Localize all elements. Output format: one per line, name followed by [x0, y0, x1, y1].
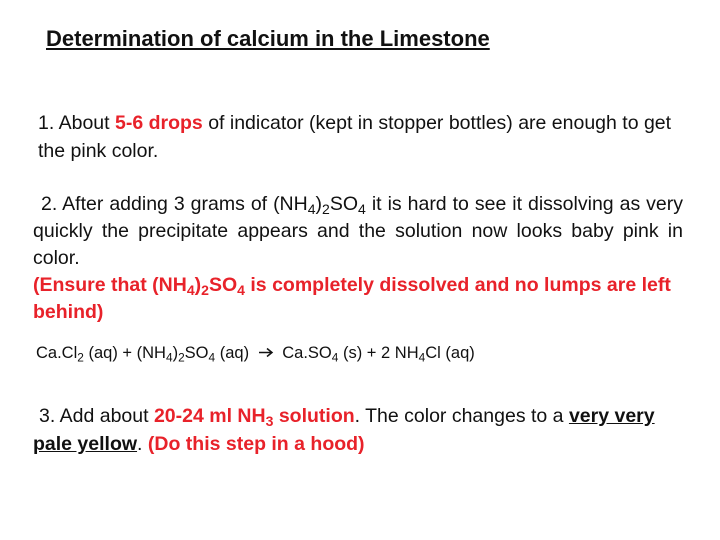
eq-r2-sub-b: 2 — [178, 350, 185, 365]
step-2-warning — [33, 272, 683, 326]
step-2-warn-sub-a: 4 — [186, 282, 195, 299]
eq-r2-sub-a: 4 — [165, 350, 173, 365]
step-2-text-b: ) — [315, 193, 323, 215]
step-2-warn-d: is completely dissolved and no lumps are left behind) — [33, 274, 671, 323]
step-2-sub-b: 2 — [322, 201, 330, 218]
eq-reactant-1: Ca.Cl — [36, 344, 78, 362]
step-2-sub-a: 4 — [307, 201, 316, 218]
step-3-highlight-a: 20-24 ml NH — [153, 405, 266, 427]
step-1-text-a: About — [58, 112, 110, 134]
step-2-text-c: SO — [329, 193, 359, 215]
step-2-number: 2. — [41, 193, 58, 215]
step-2-warn-b: ) — [194, 274, 202, 296]
eq-r2-sub-c: 4 — [208, 350, 216, 365]
step-3-text-c: . — [137, 433, 143, 455]
right-arrow-icon — [258, 345, 274, 362]
eq-r1-sub: 2 — [77, 350, 84, 365]
step-3-pale-yellow: very very pale yellow — [33, 405, 655, 455]
step-1-number: 1. — [38, 112, 55, 134]
eq-r2-so: SO — [184, 344, 209, 362]
step-2-warn-a: (Ensure that (NH — [33, 274, 187, 296]
step-2-sub-c: 4 — [358, 201, 366, 218]
eq-r2-mid: ) — [172, 344, 179, 362]
eq-r1-state: (aq) + (NH — [88, 344, 166, 362]
step-2-text-a: After adding 3 grams of (NH — [62, 193, 308, 215]
step-3-nh3-highlight — [153, 405, 355, 430]
step-3-text-a: Add about — [59, 405, 149, 427]
eq-p2-sub: 4 — [418, 350, 426, 365]
eq-p1-state: (s) + 2 NH — [342, 344, 419, 362]
reaction-equation — [36, 344, 475, 363]
step-3-paragraph — [33, 402, 683, 458]
step-2-warn-c: SO — [208, 274, 238, 296]
eq-product-1: Ca.SO — [282, 344, 332, 362]
step-3-highlight-b: solution — [278, 405, 355, 427]
step-3-highlight-sub: 3 — [265, 413, 274, 430]
eq-p1-sub: 4 — [331, 350, 339, 365]
step-1-text-b: of indicator (kept in stopper bottles) are enough to get the pink color. — [38, 112, 672, 162]
step-1-drops-highlight: 5-6 drops — [115, 112, 203, 134]
eq-r2-state: (aq) — [219, 344, 250, 362]
page-title: Determination of calcium in the Limestone — [46, 26, 490, 51]
step-3-number: 3. — [39, 405, 56, 427]
step-2-warn-sub-c: 4 — [237, 282, 245, 299]
step-2-warn-sub-b: 2 — [201, 282, 209, 299]
step-3-hood-warning: (Do this step in a hood) — [147, 433, 365, 455]
step-3-text-b: . The color changes to a — [354, 405, 564, 427]
step-2-paragraph — [33, 191, 683, 326]
eq-p2-rest: Cl (aq) — [425, 344, 475, 362]
step-1-paragraph — [38, 109, 688, 165]
step-2-text-d: it is hard to see it dissolving as very quickly the precipitate appears and the solution now looks baby pink in color. — [33, 193, 684, 269]
